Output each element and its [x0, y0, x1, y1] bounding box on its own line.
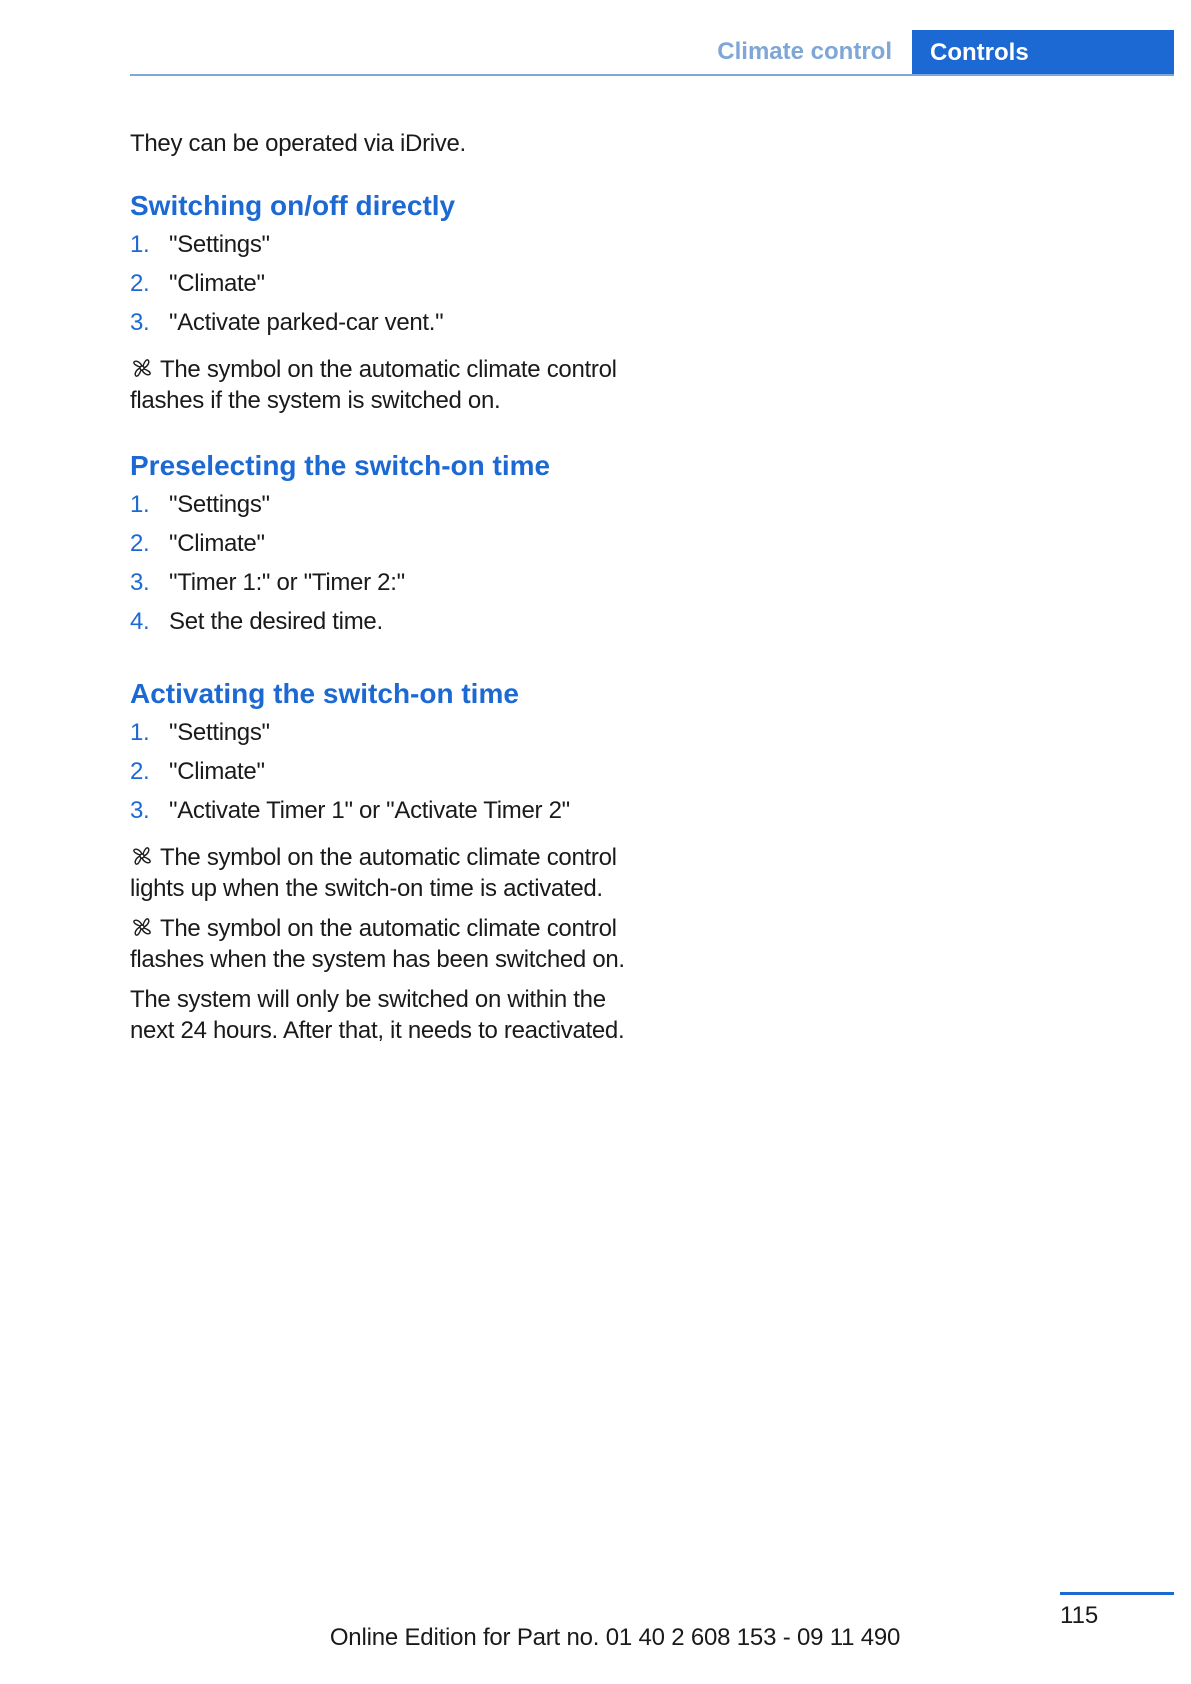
step-item: [130, 567, 630, 606]
step-text: "Climate": [169, 758, 265, 785]
header-chapter-tab: Controls: [912, 30, 1174, 76]
note-text: The symbol on the automatic climate control lights up when the switch-on time is activated.: [130, 844, 617, 902]
step-item: [130, 528, 630, 567]
step-number: 3.: [130, 309, 150, 336]
footer-edition-text: Online Edition for Part no. 01 40 2 608 153 - 09 11 490: [329, 1624, 901, 1651]
page-header: [130, 30, 1174, 76]
step-text: "Settings": [169, 491, 270, 518]
fan-icon: [130, 356, 154, 380]
steps-list: [130, 717, 630, 834]
header-section-title: Climate control: [717, 38, 892, 65]
note-text: The symbol on the automatic climate control flashes if the system is switched on.: [130, 356, 617, 414]
section-spacer: [130, 425, 630, 449]
step-item: [130, 756, 630, 795]
step-number: 2.: [130, 530, 150, 557]
step-item: [130, 268, 630, 307]
page-number: 115: [1060, 1602, 1099, 1629]
step-text: "Settings": [169, 231, 270, 258]
step-item: [130, 717, 630, 756]
step-number: 1.: [130, 231, 150, 258]
step-number: 4.: [130, 608, 150, 635]
note-text: The symbol on the automatic climate control flashes when the system has been switched on.: [130, 915, 625, 973]
section-spacer: [130, 653, 630, 677]
section-switching-on-off: [130, 189, 630, 416]
note-paragraph: [130, 354, 630, 416]
step-text: "Timer 1:" or "Timer 2:": [169, 569, 405, 596]
note-paragraph: [130, 913, 630, 975]
steps-list: [130, 229, 630, 346]
content-column: [130, 128, 630, 1055]
section-heading: Activating the switch-on time: [130, 678, 519, 709]
closing-paragraph: The system will only be switched on within the next 24 hours. After that, it needs to reactivated.: [130, 986, 625, 1044]
step-number: 1.: [130, 491, 150, 518]
fan-icon: [130, 915, 154, 939]
step-number: 2.: [130, 270, 150, 297]
step-text: "Activate Timer 1" or "Activate Timer 2": [169, 797, 570, 824]
step-number: 3.: [130, 797, 150, 824]
step-item: [130, 229, 630, 268]
step-item: [130, 795, 630, 834]
step-text: "Climate": [169, 530, 265, 557]
header-rule: [130, 74, 1174, 76]
step-text: "Activate parked-car vent.": [169, 309, 444, 336]
step-text: Set the desired time.: [169, 608, 383, 635]
section-activating: [130, 677, 630, 1046]
steps-list: [130, 489, 630, 645]
step-text: "Climate": [169, 270, 265, 297]
step-item: [130, 307, 630, 346]
step-number: 2.: [130, 758, 150, 785]
section-heading: Switching on/off directly: [130, 190, 456, 221]
section-heading: Preselecting the switch-on time: [130, 450, 551, 481]
step-text: "Settings": [169, 719, 270, 746]
page-number-rule: [1060, 1592, 1174, 1595]
note-paragraph: [130, 842, 630, 904]
step-number: 1.: [130, 719, 150, 746]
step-item: [130, 489, 630, 528]
step-number: 3.: [130, 569, 150, 596]
intro-text: They can be operated via iDrive.: [130, 130, 466, 157]
step-item: [130, 606, 630, 645]
section-preselecting: [130, 449, 630, 645]
fan-icon: [130, 844, 154, 868]
